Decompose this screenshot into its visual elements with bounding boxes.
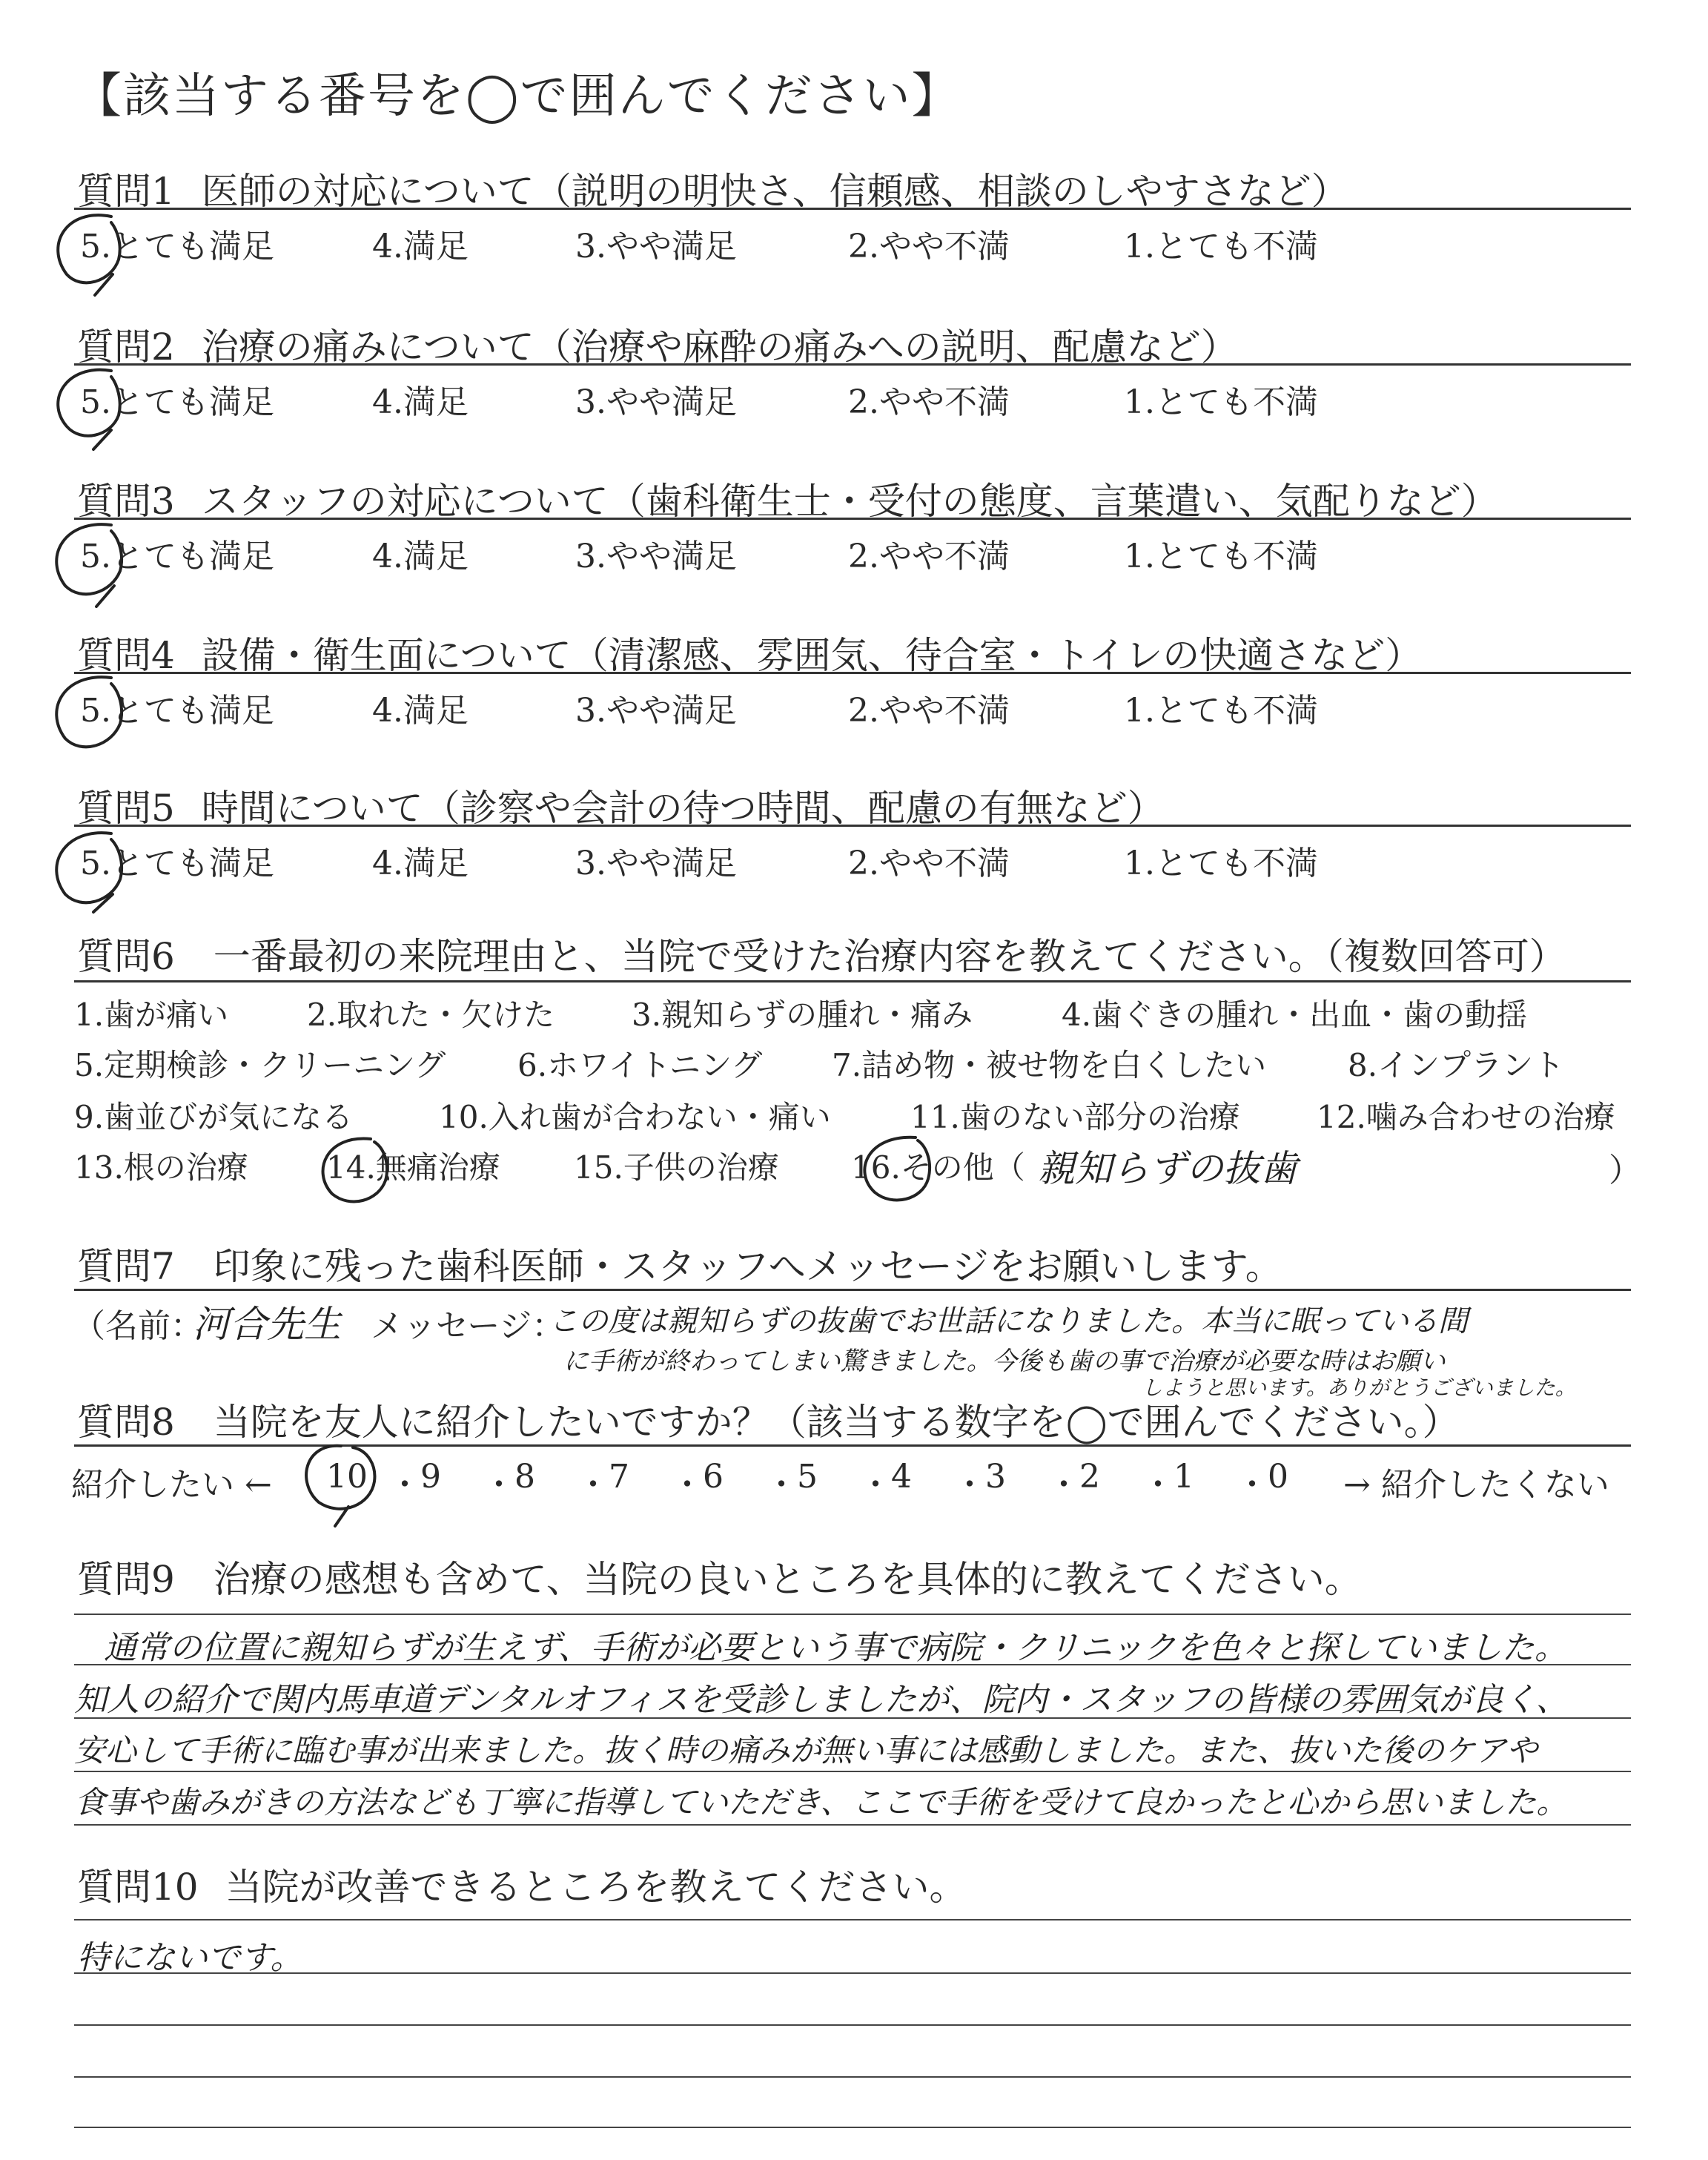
q8-scale-value[interactable]: 9 — [420, 1458, 441, 1496]
q6-option[interactable]: 8.インプラント — [1348, 1047, 1565, 1083]
q8-scale-value[interactable]: 10 — [326, 1458, 368, 1496]
q8-scale-separator: ・ — [1236, 1466, 1268, 1504]
q6-option[interactable]: 2.取れた・欠けた — [307, 997, 555, 1033]
rating-option[interactable]: 2.やや不満 — [848, 383, 1010, 421]
q7-label: 質問7 — [77, 1245, 175, 1288]
q9-rule — [74, 1824, 1631, 1826]
q9-text: 治療の感想も含めて、当院の良いところを具体的に教えてください。 — [213, 1558, 1362, 1601]
rating-option[interactable]: 5.とても満足 — [80, 692, 274, 730]
rating-option[interactable]: 5.とても満足 — [80, 845, 274, 882]
q9-answer-line: 食事や歯みがきの方法なども丁寧に指導していただき、ここで手術を受けて良かったと心から思いました。 — [74, 1784, 1568, 1820]
q8-underline — [74, 1444, 1631, 1447]
rating-option[interactable]: 5.とても満足 — [80, 538, 274, 575]
q8-scale-separator: ・ — [765, 1466, 798, 1504]
q8-scale-value[interactable]: 1 — [1174, 1458, 1194, 1496]
q8-scale-value[interactable]: 5 — [797, 1458, 818, 1496]
question-underline — [74, 825, 1631, 827]
question-underline — [74, 363, 1631, 366]
rating-option[interactable]: 1.とても不満 — [1124, 228, 1318, 265]
question-label: 質問5 — [77, 787, 175, 830]
page-title: 【該当する番号を◯で囲んでください】 — [74, 69, 961, 124]
rating-option[interactable]: 3.やや満足 — [575, 228, 737, 265]
rating-option[interactable]: 1.とても不満 — [1124, 538, 1318, 575]
q10-rule — [74, 1972, 1631, 1974]
question-label: 質問1 — [77, 170, 175, 213]
question-text: 時間について（診察や会計の待つ時間、配慮の有無など） — [201, 787, 1165, 830]
q6-option[interactable]: 11.歯のない部分の治療 — [910, 1099, 1240, 1135]
q6-option[interactable]: 1.歯が痛い — [74, 997, 229, 1033]
q6-option[interactable]: 9.歯並びが気になる — [74, 1099, 354, 1135]
q6-option[interactable]: 14.無痛治療 — [326, 1149, 500, 1186]
question-label: 質問2 — [77, 326, 175, 369]
q7-message-line: しようと思います。ありがとうございました。 — [1142, 1375, 1576, 1400]
q6-option[interactable]: 12.噛み合わせの治療 — [1317, 1099, 1615, 1135]
q6-option[interactable]: 13.根の治療 — [74, 1149, 248, 1186]
q6-other-close: ） — [1609, 1152, 1641, 1189]
q7-message-label: メッセージ： — [371, 1307, 565, 1345]
rating-option[interactable]: 1.とても不満 — [1124, 383, 1318, 421]
rating-option[interactable]: 5.とても満足 — [80, 228, 274, 265]
q8-scale-value[interactable]: 0 — [1268, 1458, 1288, 1496]
rating-option[interactable]: 4.満足 — [372, 538, 469, 575]
q8-label: 質問8 — [77, 1401, 175, 1444]
q6-text: 一番最初の来院理由と、当院で受けた治療内容を教えてください。（複数回答可） — [213, 935, 1566, 978]
question-text: スタッフの対応について（歯科衛生士・受付の態度、言葉遣い、気配りなど） — [201, 480, 1498, 523]
q10-rule — [74, 2127, 1631, 2128]
q8-scale-separator: ・ — [859, 1466, 892, 1504]
q6-option[interactable]: 4.歯ぐきの腫れ・出血・歯の動揺 — [1062, 997, 1528, 1033]
q8-scale-separator: ・ — [1047, 1466, 1080, 1504]
q8-scale-separator: ・ — [953, 1466, 986, 1504]
q8-left-label: 紹介したい ← — [71, 1466, 272, 1504]
q9-rule — [74, 1614, 1631, 1615]
q8-scale-separator: ・ — [483, 1466, 515, 1504]
q6-option[interactable]: 10.入れ歯が合わない・痛い — [439, 1099, 831, 1135]
q6-option[interactable]: 3.親知らずの腫れ・痛み — [632, 997, 973, 1033]
rating-option[interactable]: 2.やや不満 — [848, 538, 1010, 575]
q8-scale-separator: ・ — [388, 1466, 421, 1504]
q9-answer-line: 知人の紹介で関内馬車道デンタルオフィスを受診しましたが、院内・スタッフの皆様の雰囲気が良く、 — [74, 1681, 1569, 1719]
question-text: 設備・衛生面について（清潔感、雰囲気、待合室・トイレの快適さなど） — [201, 634, 1423, 677]
q6-underline — [74, 980, 1631, 982]
q8-right-label: → 紹介したくない — [1343, 1466, 1609, 1504]
question-label: 質問4 — [77, 634, 175, 677]
q6-option[interactable]: 7.詰め物・被せ物を白くしたい — [832, 1047, 1267, 1083]
q8-text: 当院を友人に紹介したいですか？（該当する数字を◯で囲んでください。） — [213, 1401, 1460, 1444]
rating-option[interactable]: 1.とても不満 — [1124, 692, 1318, 730]
question-text: 治療の痛みについて（治療や麻酔の痛みへの説明、配慮など） — [201, 326, 1238, 369]
q8-scale-separator: ・ — [1142, 1466, 1174, 1504]
question-label: 質問3 — [77, 480, 175, 523]
q6-option[interactable]: 15.子供の治療 — [574, 1149, 779, 1186]
q8-scale-value[interactable]: 8 — [514, 1458, 535, 1496]
rating-option[interactable]: 4.満足 — [372, 383, 469, 421]
q8-scale-value[interactable]: 2 — [1079, 1458, 1100, 1496]
q6-option[interactable]: 16.その他（ — [851, 1149, 1025, 1186]
q9-rule — [74, 1771, 1631, 1772]
question-underline — [74, 208, 1631, 210]
rating-option[interactable]: 4.満足 — [372, 692, 469, 730]
q8-scale-separator: ・ — [577, 1466, 609, 1504]
q7-message-line: この度は親知らずの抜歯でお世話になりました。本当に眠っている間 — [549, 1304, 1468, 1338]
rating-option[interactable]: 2.やや不満 — [848, 228, 1010, 265]
question-text: 医師の対応について（説明の明快さ、信頼感、相談のしやすさなど） — [201, 170, 1348, 213]
q6-label: 質問6 — [77, 935, 175, 978]
q8-scale-separator: ・ — [671, 1466, 704, 1504]
q6-option[interactable]: 6.ホワイトニング — [517, 1047, 763, 1083]
q7-underline — [74, 1289, 1631, 1291]
rating-option[interactable]: 3.やや満足 — [575, 845, 737, 882]
q10-rule — [74, 2076, 1631, 2078]
q8-scale-value[interactable]: 6 — [703, 1458, 724, 1496]
q10-rule — [74, 1919, 1631, 1920]
q7-title — [77, 1237, 1282, 1290]
q8-scale-value[interactable]: 7 — [609, 1458, 629, 1496]
q8-scale-value[interactable]: 3 — [985, 1458, 1006, 1496]
q10-rule — [74, 2024, 1631, 2026]
rating-option[interactable]: 3.やや満足 — [575, 538, 737, 575]
question-underline — [74, 672, 1631, 674]
q10-text: 当院が改善できるところを教えてください。 — [225, 1866, 967, 1909]
q9-label: 質問9 — [77, 1558, 175, 1601]
rating-option[interactable]: 4.満足 — [372, 228, 469, 265]
q9-answer-line: 通常の位置に親知らずが生えず、手術が必要という事で病院・クリニックを色々と探していました。 — [104, 1629, 1567, 1667]
q7-name-value: 河合先生 — [193, 1303, 341, 1346]
q8-title — [77, 1393, 1460, 1446]
q6-option[interactable]: 5.定期検診・クリーニング — [74, 1047, 446, 1083]
rating-option[interactable]: 5.とても満足 — [80, 383, 274, 421]
q7-message-line: に手術が終わってしまい驚きました。今後も歯の事で治療が必要な時はお願い — [563, 1347, 1446, 1376]
rating-option[interactable]: 3.やや満足 — [575, 383, 737, 421]
rating-option[interactable]: 2.やや不満 — [848, 692, 1010, 730]
q7-name-label: （名前： — [73, 1307, 203, 1345]
q6-title — [77, 927, 1566, 980]
q9-title — [77, 1550, 1362, 1603]
rating-option[interactable]: 2.やや不満 — [848, 845, 1010, 882]
q10-title — [77, 1857, 967, 1911]
q6-other-answer: 親知らずの抜歯 — [1038, 1147, 1297, 1190]
q8-scale-value[interactable]: 4 — [891, 1458, 912, 1496]
question-underline — [74, 518, 1631, 520]
q7-text: 印象に残った歯科医師・スタッフへメッセージをお願いします。 — [213, 1245, 1282, 1288]
q9-answer-line: 安心して手術に臨む事が出来ました。抜く時の痛みが無い事には感動しました。また、抜いた後のケアや — [74, 1732, 1538, 1768]
rating-option[interactable]: 3.やや満足 — [575, 692, 737, 730]
q10-label: 質問10 — [77, 1866, 199, 1909]
rating-option[interactable]: 4.満足 — [372, 845, 469, 882]
rating-option[interactable]: 1.とても不満 — [1124, 845, 1318, 882]
q10-answer: 特にないです。 — [77, 1939, 303, 1977]
